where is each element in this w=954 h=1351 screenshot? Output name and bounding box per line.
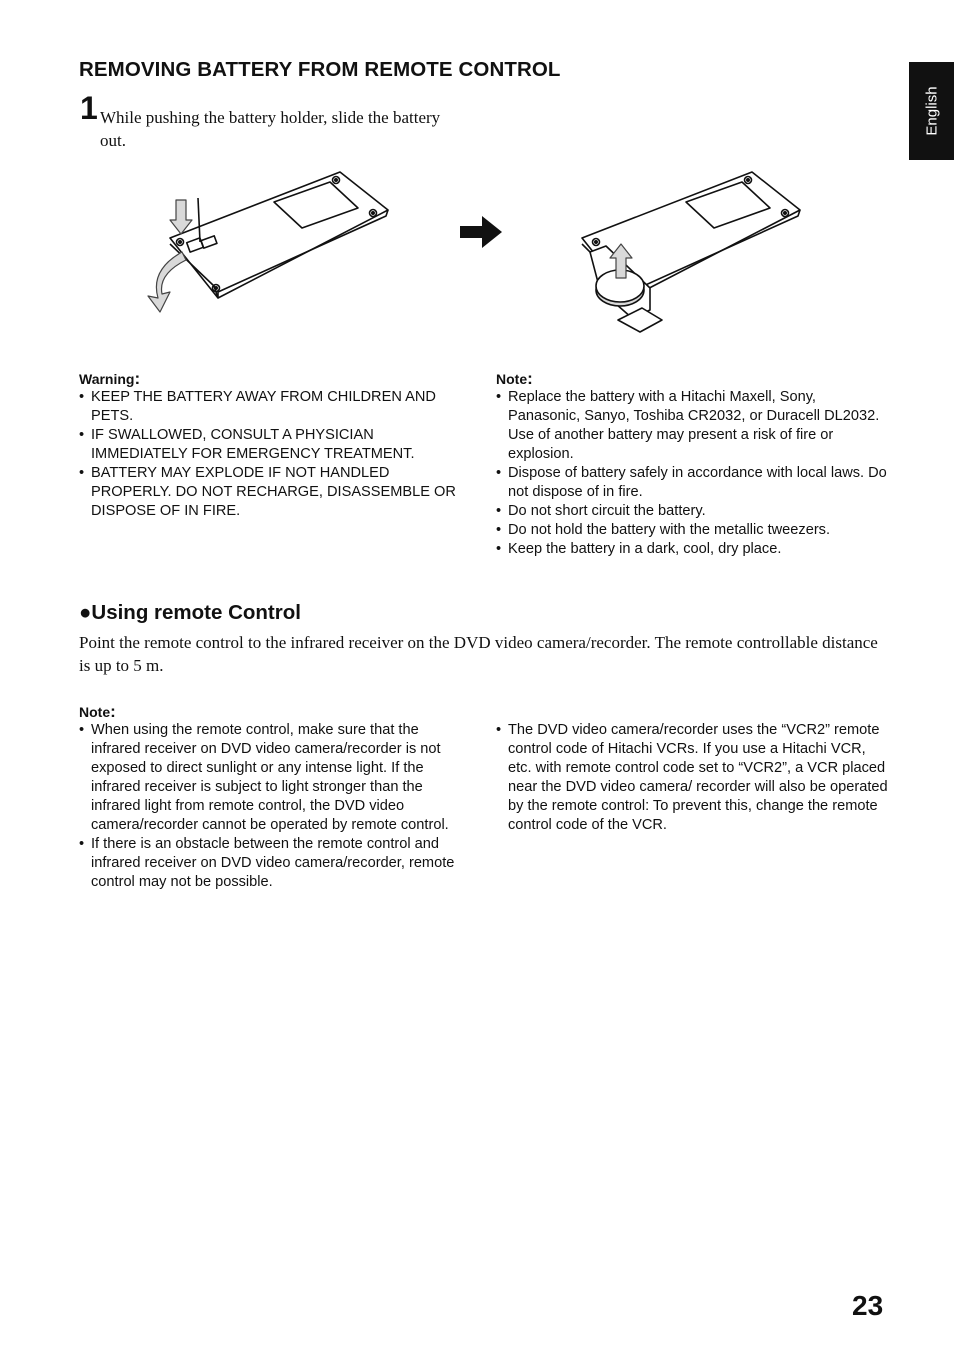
list-item: • Replace the battery with a Hitachi Maxell, Sony, Panasonic, Sanyo, Toshiba CR2032, or Duracell DL2032. Use of another battery may present a risk of fire or explosion. — [496, 388, 888, 464]
language-tab — [909, 62, 954, 160]
remote-control-battery-holder-icon — [148, 172, 388, 312]
note-block — [496, 370, 888, 559]
note2-block — [79, 703, 471, 892]
note2-title: Note: — [79, 702, 116, 721]
using-remote-body: Point the remote control to the infrared receiver on the DVD video camera/recorder. The remote controllable distance is up to 5 m. — [79, 633, 878, 675]
list-item: • Do not short circuit the battery. — [496, 502, 888, 521]
using-remote-heading — [79, 601, 301, 625]
list-item: • IF SWALLOWED, CONSULT A PHYSICIAN IMMEDIATELY FOR EMERGENCY TREATMENT. — [79, 426, 471, 464]
note-title-text: Note — [496, 371, 528, 387]
page-number: 23 — [852, 1290, 884, 1321]
list-item: • Dispose of battery safely in accordance with local laws. Do not dispose of in fire. — [496, 464, 888, 502]
list-item: • The DVD video camera/recorder uses the “VCR2” remote control code of Hitachi VCRs. If you use a Hitachi VCR, etc. with remote control code set to “VCR2”, a VCR placed near the DVD video camera/ recorder will also be operated by the remote control: To prevent this, change the remote control code of the VCR. — [496, 721, 888, 835]
warning-list — [79, 388, 471, 521]
list-item: • KEEP THE BATTERY AWAY FROM CHILDREN AND PETS. — [79, 388, 471, 426]
section-heading: REMOVING BATTERY FROM REMOTE CONTROL — [79, 58, 561, 81]
list-item: • If there is an obstacle between the remote control and infrared receiver on DVD video camera/recorder, remote control may not be possible. — [79, 835, 471, 892]
warning-title-text: Warning — [79, 371, 135, 387]
step-instruction: While pushing the battery holder, slide the battery out. — [100, 108, 441, 150]
warning-title: Warning: — [79, 369, 141, 388]
note2-list-right — [496, 721, 888, 835]
remote-control-battery-removed-icon — [582, 172, 800, 332]
using-remote-heading-text: Using remote Control — [91, 601, 301, 624]
language-tab-label: English — [923, 86, 940, 136]
list-item: • Do not hold the battery with the metallic tweezers. — [496, 521, 888, 540]
list-item: • When using the remote control, make sure that the infrared receiver on DVD video camera/recorder is not exposed to direct sunlight or any intense light. If the infrared receiver is subject to light stronger than the infrared light from remote control, the DVD video camera/recorder cannot be operated by remote control. — [79, 721, 471, 835]
note-list — [496, 388, 888, 559]
bullet-circle-icon: ● — [79, 601, 92, 624]
note-title: Note: — [496, 369, 533, 388]
note2-list-left — [79, 721, 471, 892]
list-item: • BATTERY MAY EXPLODE IF NOT HANDLED PROPERLY. DO NOT RECHARGE, DISASSEMBLE OR DISPOSE OF IN FIRE. — [79, 464, 471, 521]
note2-title-text: Note — [79, 704, 111, 720]
battery-removal-illustration — [130, 160, 820, 350]
warning-block — [79, 370, 471, 521]
list-item: • Keep the battery in a dark, cool, dry place. — [496, 540, 888, 559]
step-number: 1 — [80, 90, 98, 126]
right-arrow-icon — [460, 216, 502, 248]
note2-right-block — [496, 721, 888, 835]
